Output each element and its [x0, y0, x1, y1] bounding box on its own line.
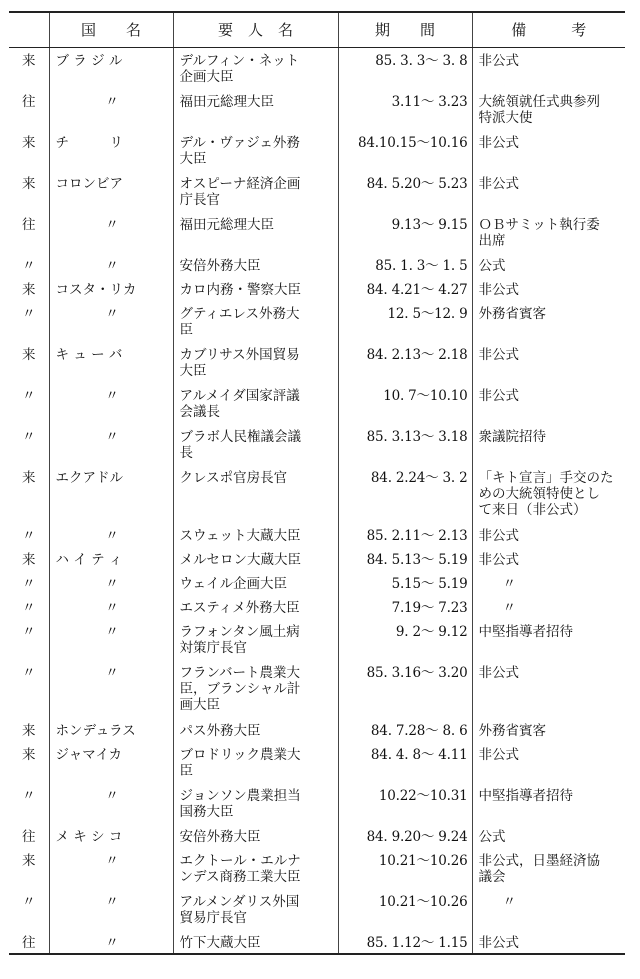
- period-cell: 84. 2.24～ 3. 2: [338, 465, 472, 523]
- direction-cell: 〃: [22, 623, 36, 640]
- country-cell: コスタ・リカ: [49, 277, 173, 301]
- table-body: [9, 48, 625, 954]
- period-cell: 84.10.15～10.16: [338, 130, 472, 171]
- remarks-cell: 〃: [472, 889, 625, 930]
- direction-cell: 〃: [22, 257, 36, 274]
- remarks-cell: 非公式: [472, 383, 625, 424]
- period-cell: 85. 1.12～ 1.15: [338, 930, 472, 954]
- period-cell: 84. 4. 8～ 4.11: [338, 742, 472, 783]
- table-row: [9, 571, 625, 595]
- direction-cell: 往: [22, 216, 36, 233]
- person-cell: 福田元総理大臣: [173, 89, 338, 130]
- remarks-cell: 非公式: [472, 660, 625, 718]
- country-cell: メ キ シ コ: [49, 824, 173, 848]
- period-cell: 10.21～10.26: [338, 848, 472, 889]
- person-cell: フランバート農業大 臣，ブランシャル計 画大臣: [173, 660, 338, 718]
- period-cell: 84. 5.13～ 5.19: [338, 547, 472, 571]
- country-cell: 〃: [49, 424, 173, 465]
- person-cell: グティエレス外務大 臣: [173, 301, 338, 342]
- table-row: [9, 930, 625, 954]
- table-row: [9, 547, 625, 571]
- direction-cell: 来: [22, 469, 36, 486]
- remarks-cell: 非公式，日墨経済協 議会: [472, 848, 625, 889]
- person-cell: デルフィン・ネット 企画大臣: [173, 48, 338, 89]
- person-cell: アルメイダ国家評議 会議長: [173, 383, 338, 424]
- direction-cell: 〃: [22, 527, 36, 544]
- visits-table: [9, 11, 625, 955]
- remarks-cell: 非公式: [472, 547, 625, 571]
- direction-cell: 往: [9, 930, 49, 954]
- header-row: [9, 12, 625, 48]
- table-row: [9, 301, 625, 342]
- period-cell: 85. 1. 3～ 1. 5: [338, 253, 472, 277]
- person-cell: ブラボ人民権議会議 長: [173, 424, 338, 465]
- person-cell: ウェイル企画大臣: [173, 571, 338, 595]
- direction-cell: 来: [22, 722, 36, 739]
- direction-cell: 来: [22, 175, 36, 192]
- remarks-cell: 公式: [472, 253, 625, 277]
- person-cell: 福田元総理大臣: [173, 212, 338, 253]
- direction-cell: 往: [22, 828, 36, 845]
- person-cell: エクトール・エルナ ンデス商務工業大臣: [173, 848, 338, 889]
- country-cell: キ ュ ー バ: [49, 342, 173, 383]
- direction-cell: 来: [22, 53, 36, 69]
- period-cell: 5.15～ 5.19: [338, 571, 472, 595]
- remarks-cell: 非公式: [472, 277, 625, 301]
- remarks-cell: 「キト宣言」手交のた めの大統領特使とし て来日（非公式）: [472, 465, 625, 523]
- remarks-cell: 非公式: [472, 48, 625, 89]
- direction-cell: 来: [22, 346, 36, 363]
- remarks-cell: 外務省賓客: [472, 718, 625, 742]
- table-row: [9, 742, 625, 783]
- country-cell: 〃: [49, 889, 173, 930]
- period-cell: 85. 3. 3～ 3. 8: [338, 48, 472, 89]
- country-cell: 〃: [49, 619, 173, 660]
- period-cell: 84. 2.13～ 2.18: [338, 342, 472, 383]
- remarks-cell: 非公式: [472, 930, 625, 954]
- person-cell: 安倍外務大臣: [173, 253, 338, 277]
- remarks-cell: 大統領就任式典参列 特派大使: [472, 89, 625, 130]
- table-row: [9, 660, 625, 718]
- table-row: [9, 253, 625, 277]
- remarks-cell: 非公式: [472, 742, 625, 783]
- person-cell: スウェット大蔵大臣: [173, 523, 338, 547]
- period-cell: 3.11～ 3.23: [338, 89, 472, 130]
- person-cell: パス外務大臣: [173, 718, 338, 742]
- table-row: [9, 595, 625, 619]
- person-cell: オスピーナ経済企画 庁長官: [173, 171, 338, 212]
- period-cell: 9. 2～ 9.12: [338, 619, 472, 660]
- header-person: 要 人 名: [173, 12, 338, 48]
- country-cell: ハ イ テ ィ: [49, 547, 173, 571]
- remarks-cell: 中堅指導者招待: [472, 783, 625, 824]
- country-cell: 〃: [49, 595, 173, 619]
- person-cell: 竹下大蔵大臣: [173, 930, 338, 954]
- header-remarks: 備 考: [472, 12, 625, 48]
- country-cell: 〃: [49, 253, 173, 277]
- country-cell: 〃: [49, 848, 173, 889]
- remarks-cell: 非公式: [472, 342, 625, 383]
- period-cell: 7.19～ 7.23: [338, 595, 472, 619]
- table-row: [9, 465, 625, 523]
- table-row: [9, 523, 625, 547]
- direction-cell: 〃: [22, 305, 36, 322]
- period-cell: 10.22～10.31: [338, 783, 472, 824]
- person-cell: デル・ヴァジェ外務 大臣: [173, 130, 338, 171]
- country-cell: 〃: [49, 660, 173, 718]
- direction-cell: 〃: [22, 893, 36, 910]
- remarks-cell: 〃: [472, 595, 625, 619]
- period-cell: 12. 5～12. 9: [338, 301, 472, 342]
- table-row: [9, 277, 625, 301]
- table-row: [9, 783, 625, 824]
- table-row: [9, 619, 625, 660]
- direction-cell: 来: [22, 746, 36, 763]
- person-cell: エスティメ外務大臣: [173, 595, 338, 619]
- country-cell: 〃: [49, 301, 173, 342]
- person-cell: ラフォンタン風土病 対策庁長官: [173, 619, 338, 660]
- period-cell: 84. 4.21～ 4.27: [338, 277, 472, 301]
- country-cell: 〃: [49, 89, 173, 130]
- remarks-cell: 中堅指導者招待: [472, 619, 625, 660]
- period-cell: 84. 7.28～ 8. 6: [338, 718, 472, 742]
- country-cell: ジャマイカ: [49, 742, 173, 783]
- table-row: [9, 718, 625, 742]
- remarks-cell: 衆議院招待: [472, 424, 625, 465]
- period-cell: 10. 7～10.10: [338, 383, 472, 424]
- person-cell: メルセロン大蔵大臣: [173, 547, 338, 571]
- direction-cell: 〃: [22, 428, 36, 445]
- remarks-cell: 〃: [472, 571, 625, 595]
- table-row: [9, 848, 625, 889]
- country-cell: 〃: [49, 383, 173, 424]
- direction-cell: 〃: [22, 387, 36, 404]
- direction-cell: 来: [22, 281, 36, 298]
- table-row: [9, 171, 625, 212]
- period-cell: 85. 3.16～ 3.20: [338, 660, 472, 718]
- direction-cell: 〃: [22, 575, 36, 592]
- remarks-cell: 非公式: [472, 130, 625, 171]
- remarks-cell: 非公式: [472, 523, 625, 547]
- table-row: [9, 889, 625, 930]
- country-cell: コロンビア: [49, 171, 173, 212]
- table-row: [9, 383, 625, 424]
- country-cell: 〃: [49, 212, 173, 253]
- person-cell: ブロドリック農業大 臣: [173, 742, 338, 783]
- remarks-cell: 公式: [472, 824, 625, 848]
- table-row: [9, 48, 625, 89]
- country-cell: エクアドル: [49, 465, 173, 523]
- person-cell: 安倍外務大臣: [173, 824, 338, 848]
- country-cell: 〃: [49, 571, 173, 595]
- table-row: [9, 342, 625, 383]
- country-cell: チ リ: [49, 130, 173, 171]
- person-cell: クレスポ官房長官: [173, 465, 338, 523]
- remarks-cell: 外務省賓客: [472, 301, 625, 342]
- period-cell: 84. 5.20～ 5.23: [338, 171, 472, 212]
- table-row: [9, 130, 625, 171]
- country-cell: ホンデュラス: [49, 718, 173, 742]
- person-cell: カブリサス外国貿易 大臣: [173, 342, 338, 383]
- table-row: [9, 212, 625, 253]
- remarks-cell: 非公式: [472, 171, 625, 212]
- period-cell: 9.13～ 9.15: [338, 212, 472, 253]
- table-row: [9, 89, 625, 130]
- person-cell: アルメンダリス外国 貿易庁長官: [173, 889, 338, 930]
- table-row: [9, 824, 625, 848]
- header-period: 期 間: [338, 12, 472, 48]
- country-cell: 〃: [49, 523, 173, 547]
- table-row: [9, 424, 625, 465]
- direction-cell: 来: [22, 852, 36, 869]
- country-cell: 〃: [49, 930, 173, 954]
- remarks-cell: ＯＢサミット執行委 出席: [472, 212, 625, 253]
- person-cell: カロ内務・警察大臣: [173, 277, 338, 301]
- period-cell: 84. 9.20～ 9.24: [338, 824, 472, 848]
- direction-cell: 〃: [22, 787, 36, 804]
- period-cell: 85. 2.11～ 2.13: [338, 523, 472, 547]
- direction-cell: 〃: [22, 664, 36, 681]
- period-cell: 85. 3.13～ 3.18: [338, 424, 472, 465]
- direction-cell: 来: [22, 134, 36, 151]
- header-direction: [9, 12, 49, 48]
- header-country: 国 名: [49, 12, 173, 48]
- person-cell: ジョンソン農業担当 国務大臣: [173, 783, 338, 824]
- country-cell: 〃: [49, 783, 173, 824]
- direction-cell: 往: [22, 93, 36, 110]
- period-cell: 10.21～10.26: [338, 889, 472, 930]
- country-cell: ブ ラ ジ ル: [49, 48, 173, 89]
- direction-cell: 来: [22, 551, 36, 568]
- direction-cell: 〃: [22, 599, 36, 616]
